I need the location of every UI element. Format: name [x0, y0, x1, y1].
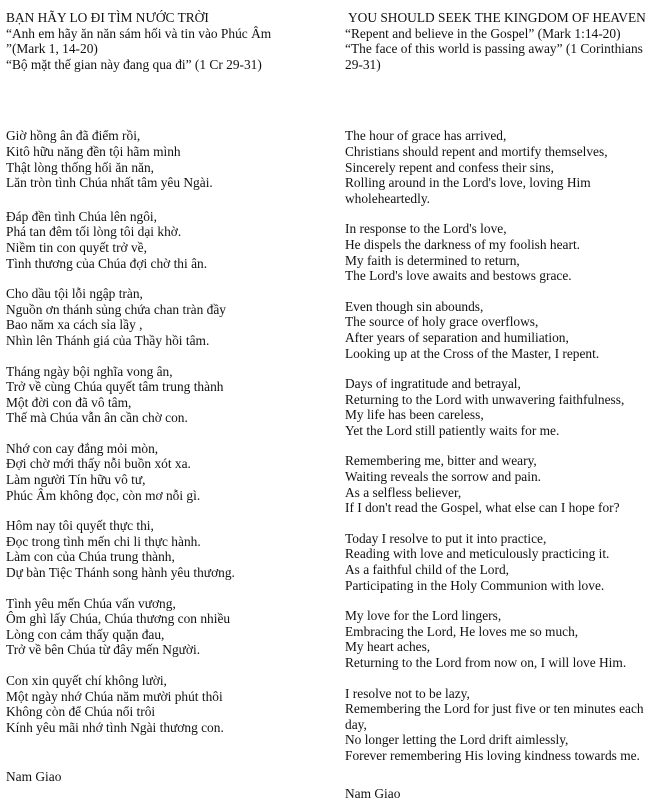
poem-line: Phá tan đêm tối lòng tôi dại khờ.	[6, 224, 182, 240]
english-subtitle-line: “The face of this world is passing away” (1 Corinthians 29-31)	[345, 41, 643, 72]
english-header	[345, 10, 651, 72]
stanza	[345, 299, 651, 361]
poem-line: In response to the Lord's love,	[345, 221, 507, 237]
vietnamese-subtitle-line: “Bộ mặt thế gian này đang qua đi” (1 Cr 29-31)	[6, 56, 262, 72]
stanza	[345, 686, 651, 764]
poem-line: Phúc Âm không đọc, còn mơ nỗi gì.	[6, 487, 201, 503]
poem-line: Kính yêu mãi nhớ tình Ngài thương con.	[6, 719, 224, 735]
poem-line: If I don't read the Gospel, what else can I hope for?	[345, 500, 620, 516]
poem-line: Participating in the Holy Communion with love.	[345, 577, 605, 593]
poem-line: Bao năm xa cách sỉa lầy ,	[6, 317, 143, 333]
poem-line: Remembering me, bitter and weary,	[345, 453, 537, 469]
poem-line: No longer letting the Lord drift aimlessly,	[345, 732, 569, 748]
poem-line: My love for the Lord lingers,	[345, 608, 502, 624]
vietnamese-subtitle-line: “Anh em hãy ăn năn sám hối và tin vào Phúc Âm	[6, 25, 272, 41]
poem-line: Days of ingratitude and betrayal,	[345, 376, 521, 392]
poem-line: Sincerely repent and confess their sins,	[345, 159, 554, 175]
poem-line: Returning to the Lord with unwavering faithfulness,	[345, 391, 625, 407]
poem-line: Niềm tin con quyết trở về,	[6, 239, 147, 255]
poem-line: Cho dầu tội lỗi ngập tràn,	[6, 286, 143, 302]
poem-line: After years of separation and humiliation,	[345, 329, 569, 345]
poem-line: Tình thương của Chúa đợi chờ thi ân.	[6, 255, 208, 271]
stanza	[345, 376, 651, 438]
vietnamese-poem-body	[6, 128, 324, 735]
poem-line: Đáp đền tình Chúa lên ngôi,	[6, 208, 157, 224]
vietnamese-signature: Nam Giao	[6, 769, 62, 784]
poem-line: Trở về cùng Chúa quyết tâm trung thành	[6, 379, 224, 395]
poem-line: I resolve not to be lazy,	[345, 685, 470, 701]
stanza	[345, 128, 651, 206]
poem-line: My faith is determined to return,	[345, 252, 520, 268]
poem-line: Đọc trong tình mến chi li thực hành.	[6, 533, 201, 549]
stanza	[345, 608, 651, 670]
poem-line: Không còn để Chúa nổi trôi	[6, 704, 156, 720]
poem-line: My life has been careless,	[345, 407, 484, 423]
stanza	[6, 673, 324, 735]
poem-line: Lòng con cảm thấy quặn đau,	[6, 626, 165, 642]
poem-line: Nguồn ơn thánh sủng chứa chan tràn đầy	[6, 301, 226, 317]
poem-line: Hôm nay tôi quyết thực thi,	[6, 518, 154, 534]
poem-line: As a selfless believer,	[345, 484, 462, 500]
poem-line: Kitô hữu năng đền tội hãm mình	[6, 143, 181, 159]
poem-line: Làm con của Chúa trung thành,	[6, 549, 175, 565]
poem-line: Nhìn lên Thánh giá của Thầy hồi tâm.	[6, 332, 210, 348]
poem-line: Một ngày nhớ Chúa năm mười phút thôi	[6, 688, 223, 704]
poem-line: Returning to the Lord from now on, I will love Him.	[345, 655, 627, 670]
poem-line: Lăn tròn tình Chúa nhất tâm yêu Ngài.	[6, 175, 213, 191]
poem-line: Christians should repent and mortify themselves,	[345, 143, 608, 159]
poem-line: Even though sin abounds,	[345, 298, 484, 314]
poem-line: Giờ hồng ân đã điểm rồi,	[6, 128, 141, 144]
poem-line: Con xin quyết chí không lười,	[6, 673, 167, 688]
poem-line: Nhớ con cay đắng mỏi mòn,	[6, 440, 159, 456]
stanza	[345, 221, 651, 283]
stanza	[6, 518, 324, 580]
english-column	[345, 0, 651, 801]
stanza	[6, 596, 324, 658]
poem-line: Tháng ngày bội nghĩa vong ân,	[6, 363, 173, 379]
poem-line: He dispels the darkness of my foolish heart.	[345, 236, 581, 252]
poem-line: Tình yêu mến Chúa vấn vương,	[6, 595, 176, 611]
poem-line: Forever remembering His loving kindness towards me.	[345, 747, 640, 763]
english-title: YOU SHOULD SEEK THE KINGDOM OF HEAVEN	[348, 10, 646, 25]
poem-line: The Lord's love awaits and bestows grace.	[345, 268, 572, 284]
poem-line: As a faithful child of the Lord,	[345, 562, 509, 578]
stanza	[6, 209, 324, 271]
vietnamese-title: BẠN HÃY LO ĐI TÌM NƯỚC TRỜI	[6, 10, 209, 25]
poem-line: Today I resolve to put it into practice,	[345, 530, 547, 546]
poem-line: Làm người Tín hữu vô tư,	[6, 472, 146, 488]
poem-line: Trở về bên Chúa từ đây mến Người.	[6, 642, 201, 658]
stanza	[345, 453, 651, 515]
poem-line: Ôm ghì lấy Chúa, Chúa thương con nhiều	[6, 611, 231, 627]
poem-line: Yet the Lord still patiently waits for me.	[345, 422, 560, 438]
poem-line: Looking up at the Cross of the Master, I repent.	[345, 345, 600, 361]
vietnamese-column	[6, 0, 324, 784]
stanza	[6, 364, 324, 426]
english-subtitle-line: “Repent and believe in the Gospel” (Mark 1:14-20)	[345, 25, 621, 41]
poem-line: Embracing the Lord, He loves me so much,	[345, 623, 579, 639]
poem-line: Dự bàn Tiệc Thánh song hành yêu thương.	[6, 565, 235, 581]
poem-line: Waiting reveals the sorrow and pain.	[345, 469, 542, 485]
english-poem-body	[345, 128, 651, 763]
vietnamese-subtitle-line: ”(Mark 1, 14-20)	[6, 41, 98, 57]
english-signature: Nam Giao	[345, 786, 401, 801]
poem-line: Một đời con đã vô tâm,	[6, 394, 132, 410]
poem-line: My heart aches,	[345, 639, 431, 655]
stanza	[6, 286, 324, 348]
stanza	[6, 128, 324, 190]
vietnamese-header	[6, 10, 324, 72]
poem-line: Đợi chờ mới thấy nỗi buồn xót xa.	[6, 456, 191, 472]
poem-line: Reading with love and meticulously practicing it.	[345, 546, 610, 562]
poem-line: Remembering the Lord for just five or ten minutes each day,	[345, 701, 644, 732]
stanza	[6, 441, 324, 503]
stanza	[345, 531, 651, 593]
poem-line: The source of holy grace overflows,	[345, 314, 539, 330]
poem-line: Thật lòng thống hối ăn năn,	[6, 159, 155, 175]
poem-line: Thế mà Chúa vẫn ân cần chờ con.	[6, 410, 188, 426]
poem-line: Rolling around in the Lord's love, loving Him wholeheartedly.	[345, 175, 591, 206]
poem-line: The hour of grace has arrived,	[345, 128, 507, 144]
